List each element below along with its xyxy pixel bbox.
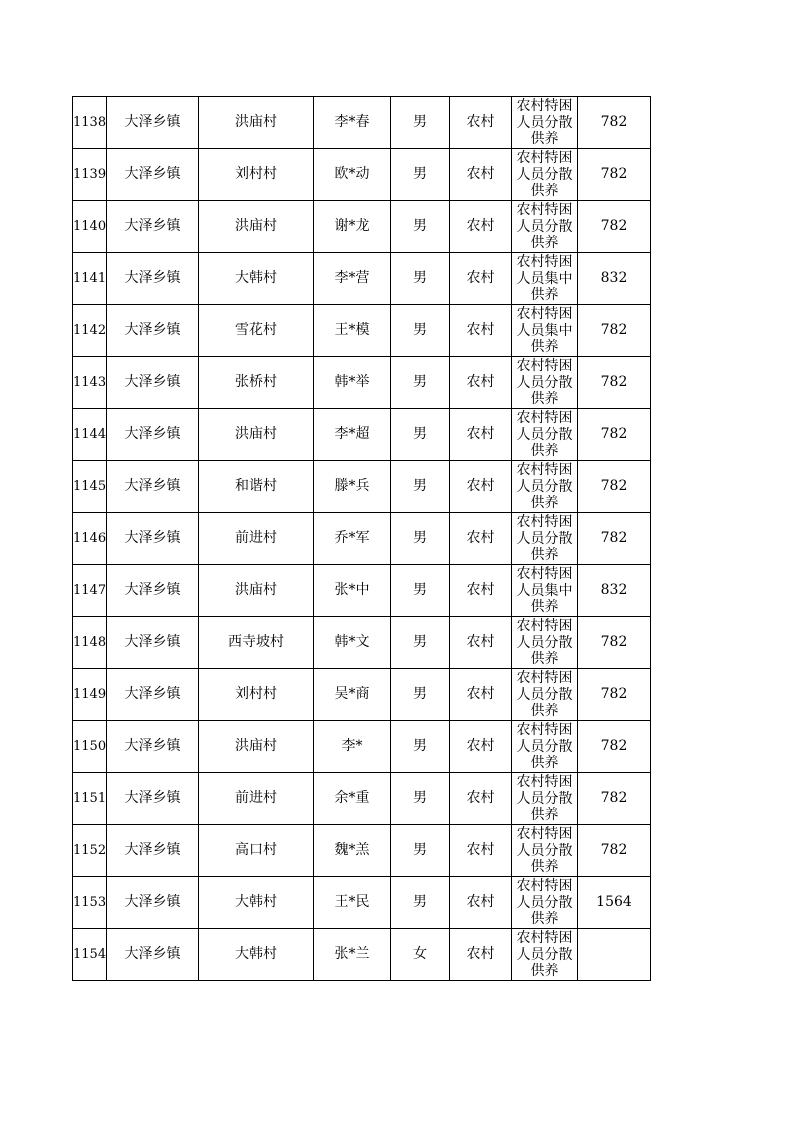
village-cell: 洪庙村 — [199, 565, 314, 617]
support-type-cell — [512, 721, 578, 773]
support-type-text: 农村特困人员分散供养 — [516, 670, 573, 719]
table-row — [73, 773, 651, 825]
name-cell: 张*兰 — [314, 929, 391, 981]
amount-cell: 782 — [578, 513, 651, 565]
table-row — [73, 721, 651, 773]
support-type-cell — [512, 149, 578, 201]
row-id-cell: 1140 — [73, 201, 107, 253]
name-cell: 滕*兵 — [314, 461, 391, 513]
village-cell: 刘村村 — [199, 149, 314, 201]
support-type-cell — [512, 97, 578, 149]
amount-cell: 782 — [578, 201, 651, 253]
row-id-cell: 1146 — [73, 513, 107, 565]
support-type-text: 农村特困人员集中供养 — [516, 566, 573, 615]
support-type-text: 农村特困人员集中供养 — [516, 306, 573, 355]
gender-cell: 男 — [391, 669, 450, 721]
village-cell: 洪庙村 — [199, 721, 314, 773]
table-row — [73, 669, 651, 721]
row-id-cell: 1141 — [73, 253, 107, 305]
support-type-text: 农村特困人员分散供养 — [516, 722, 573, 771]
name-cell: 王*民 — [314, 877, 391, 929]
gender-cell: 男 — [391, 877, 450, 929]
area-cell: 农村 — [450, 617, 512, 669]
support-type-text: 农村特困人员分散供养 — [516, 930, 573, 979]
town-cell: 大泽乡镇 — [107, 357, 199, 409]
area-cell: 农村 — [450, 149, 512, 201]
row-id-cell: 1147 — [73, 565, 107, 617]
village-cell: 西寺坡村 — [199, 617, 314, 669]
support-type-cell — [512, 201, 578, 253]
support-type-cell — [512, 513, 578, 565]
gender-cell: 男 — [391, 201, 450, 253]
area-cell: 农村 — [450, 721, 512, 773]
support-type-cell — [512, 825, 578, 877]
table-row — [73, 201, 651, 253]
support-type-text: 农村特困人员分散供养 — [516, 202, 573, 251]
name-cell: 李*超 — [314, 409, 391, 461]
area-cell: 农村 — [450, 253, 512, 305]
name-cell: 魏*羔 — [314, 825, 391, 877]
gender-cell: 男 — [391, 513, 450, 565]
table-row — [73, 929, 651, 981]
support-type-cell — [512, 929, 578, 981]
support-type-text: 农村特困人员分散供养 — [516, 514, 573, 563]
support-type-text: 农村特困人员分散供养 — [516, 878, 573, 927]
amount-cell: 782 — [578, 461, 651, 513]
name-cell: 李*营 — [314, 253, 391, 305]
village-cell: 高口村 — [199, 825, 314, 877]
amount-cell: 782 — [578, 357, 651, 409]
village-cell: 雪花村 — [199, 305, 314, 357]
village-cell: 洪庙村 — [199, 409, 314, 461]
table-row — [73, 565, 651, 617]
row-id-cell: 1152 — [73, 825, 107, 877]
area-cell: 农村 — [450, 565, 512, 617]
village-cell: 前进村 — [199, 513, 314, 565]
town-cell: 大泽乡镇 — [107, 461, 199, 513]
row-id-cell: 1139 — [73, 149, 107, 201]
town-cell: 大泽乡镇 — [107, 149, 199, 201]
area-cell: 农村 — [450, 929, 512, 981]
town-cell: 大泽乡镇 — [107, 565, 199, 617]
town-cell: 大泽乡镇 — [107, 721, 199, 773]
gender-cell: 男 — [391, 409, 450, 461]
table-row — [73, 97, 651, 149]
gender-cell: 男 — [391, 721, 450, 773]
name-cell: 谢*龙 — [314, 201, 391, 253]
name-cell: 韩*举 — [314, 357, 391, 409]
gender-cell: 男 — [391, 461, 450, 513]
table-row — [73, 253, 651, 305]
town-cell: 大泽乡镇 — [107, 773, 199, 825]
table-row — [73, 305, 651, 357]
row-id-cell: 1138 — [73, 97, 107, 149]
support-type-text: 农村特困人员分散供养 — [516, 774, 573, 823]
amount-cell: 782 — [578, 617, 651, 669]
area-cell: 农村 — [450, 409, 512, 461]
area-cell: 农村 — [450, 461, 512, 513]
support-type-text: 农村特困人员分散供养 — [516, 826, 573, 875]
town-cell: 大泽乡镇 — [107, 201, 199, 253]
name-cell: 余*重 — [314, 773, 391, 825]
gender-cell: 女 — [391, 929, 450, 981]
town-cell: 大泽乡镇 — [107, 617, 199, 669]
gender-cell: 男 — [391, 617, 450, 669]
table-row — [73, 617, 651, 669]
support-type-cell — [512, 253, 578, 305]
village-cell: 洪庙村 — [199, 201, 314, 253]
gender-cell: 男 — [391, 253, 450, 305]
support-type-text: 农村特困人员分散供养 — [516, 98, 573, 147]
village-cell: 大韩村 — [199, 929, 314, 981]
area-cell: 农村 — [450, 877, 512, 929]
name-cell: 吴*商 — [314, 669, 391, 721]
row-id-cell: 1154 — [73, 929, 107, 981]
village-cell: 大韩村 — [199, 877, 314, 929]
gender-cell: 男 — [391, 305, 450, 357]
support-type-text: 农村特困人员分散供养 — [516, 358, 573, 407]
support-type-cell — [512, 773, 578, 825]
amount-cell: 782 — [578, 305, 651, 357]
town-cell: 大泽乡镇 — [107, 877, 199, 929]
support-type-cell — [512, 357, 578, 409]
row-id-cell: 1153 — [73, 877, 107, 929]
support-type-text: 农村特困人员分散供养 — [516, 618, 573, 667]
table-row — [73, 461, 651, 513]
area-cell: 农村 — [450, 97, 512, 149]
area-cell: 农村 — [450, 357, 512, 409]
gender-cell: 男 — [391, 565, 450, 617]
area-cell: 农村 — [450, 773, 512, 825]
amount-cell: 782 — [578, 825, 651, 877]
table-row — [73, 149, 651, 201]
support-type-text: 农村特困人员分散供养 — [516, 462, 573, 511]
table-row — [73, 513, 651, 565]
area-cell: 农村 — [450, 201, 512, 253]
village-cell: 洪庙村 — [199, 97, 314, 149]
row-id-cell: 1148 — [73, 617, 107, 669]
amount-cell: 782 — [578, 721, 651, 773]
town-cell: 大泽乡镇 — [107, 409, 199, 461]
name-cell: 韩*文 — [314, 617, 391, 669]
town-cell: 大泽乡镇 — [107, 253, 199, 305]
name-cell: 张*中 — [314, 565, 391, 617]
gender-cell: 男 — [391, 357, 450, 409]
table-row — [73, 877, 651, 929]
row-id-cell: 1143 — [73, 357, 107, 409]
village-cell: 大韩村 — [199, 253, 314, 305]
area-cell: 农村 — [450, 513, 512, 565]
support-type-cell — [512, 409, 578, 461]
support-type-text: 农村特困人员集中供养 — [516, 254, 573, 303]
support-type-text: 农村特困人员分散供养 — [516, 150, 573, 199]
name-cell: 李* — [314, 721, 391, 773]
name-cell: 李*春 — [314, 97, 391, 149]
amount-cell: 782 — [578, 669, 651, 721]
town-cell: 大泽乡镇 — [107, 513, 199, 565]
amount-cell — [578, 929, 651, 981]
amount-cell: 782 — [578, 97, 651, 149]
town-cell: 大泽乡镇 — [107, 825, 199, 877]
row-id-cell: 1150 — [73, 721, 107, 773]
village-cell: 张桥村 — [199, 357, 314, 409]
table-row — [73, 409, 651, 461]
name-cell: 乔*军 — [314, 513, 391, 565]
table-row — [73, 825, 651, 877]
gender-cell: 男 — [391, 825, 450, 877]
town-cell: 大泽乡镇 — [107, 305, 199, 357]
table-body — [73, 97, 651, 981]
gender-cell: 男 — [391, 149, 450, 201]
support-type-cell — [512, 877, 578, 929]
gender-cell: 男 — [391, 97, 450, 149]
support-type-cell — [512, 565, 578, 617]
amount-cell: 832 — [578, 565, 651, 617]
town-cell: 大泽乡镇 — [107, 669, 199, 721]
name-cell: 王*模 — [314, 305, 391, 357]
row-id-cell: 1149 — [73, 669, 107, 721]
amount-cell: 782 — [578, 409, 651, 461]
amount-cell: 1564 — [578, 877, 651, 929]
support-type-cell — [512, 305, 578, 357]
row-id-cell: 1144 — [73, 409, 107, 461]
row-id-cell: 1151 — [73, 773, 107, 825]
support-type-cell — [512, 617, 578, 669]
gender-cell: 男 — [391, 773, 450, 825]
town-cell: 大泽乡镇 — [107, 929, 199, 981]
amount-cell: 782 — [578, 773, 651, 825]
town-cell: 大泽乡镇 — [107, 97, 199, 149]
village-cell: 刘村村 — [199, 669, 314, 721]
name-cell: 欧*动 — [314, 149, 391, 201]
area-cell: 农村 — [450, 825, 512, 877]
support-type-cell — [512, 461, 578, 513]
area-cell: 农村 — [450, 669, 512, 721]
table-row — [73, 357, 651, 409]
area-cell: 农村 — [450, 305, 512, 357]
village-cell: 和谐村 — [199, 461, 314, 513]
row-id-cell: 1142 — [73, 305, 107, 357]
amount-cell: 832 — [578, 253, 651, 305]
village-cell: 前进村 — [199, 773, 314, 825]
support-type-text: 农村特困人员分散供养 — [516, 410, 573, 459]
support-type-cell — [512, 669, 578, 721]
recipient-table — [72, 96, 651, 981]
row-id-cell: 1145 — [73, 461, 107, 513]
amount-cell: 782 — [578, 149, 651, 201]
